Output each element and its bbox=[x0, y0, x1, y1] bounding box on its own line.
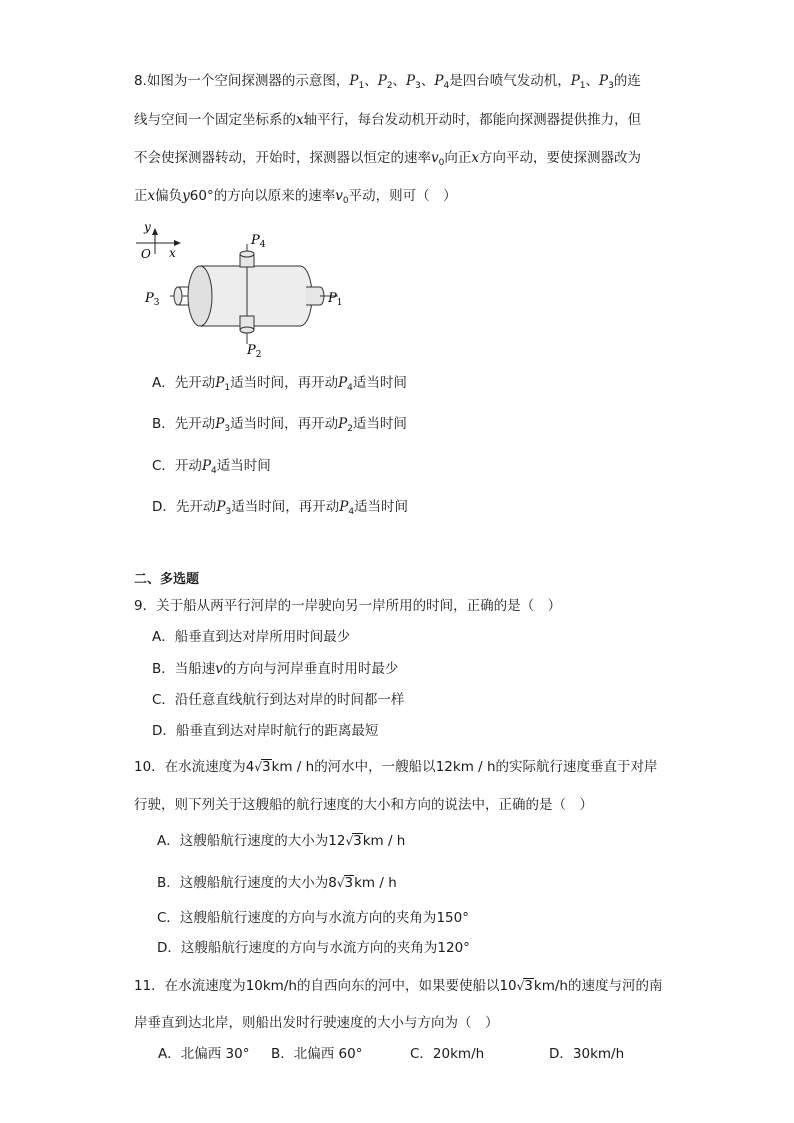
q8-option-d: D．先开动$P_3$适当时间，再开动$P_4$适当时间 bbox=[152, 499, 409, 517]
q11-option-b: B．北偏西 60° bbox=[271, 1046, 363, 1062]
space-probe-diagram bbox=[130, 214, 370, 364]
q11-option-a: A．北偏西 30° bbox=[158, 1046, 250, 1062]
q8-line-3: 不会使探测器转动，开始时，探测器以恒定的速率$v_0$向正x方向平动，要使探测器改为 bbox=[134, 150, 641, 168]
q9-option-b: B．当船速v的方向与河岸垂直时用时最少 bbox=[152, 661, 399, 677]
q11-line-1: 11．在水流速度为10km/h的自西向东的河中，如果要使船以10√3km/h的速度与河的南 bbox=[134, 978, 663, 994]
q10-option-b: B．这艘船航行速度的大小为8√3km / h bbox=[157, 875, 397, 891]
p3-label: $P_3$ bbox=[145, 291, 160, 308]
q9-option-a: A．船垂直到达对岸所用时间最少 bbox=[152, 629, 351, 645]
q10-option-a: A．这艘船航行速度的大小为12√3km / h bbox=[157, 833, 406, 849]
q11-option-d: D．30km/h bbox=[549, 1046, 625, 1062]
q8-option-c: C．开动$P_4$适当时间 bbox=[152, 458, 271, 476]
q9-stem: 9．关于船从两平行河岸的一岸驶向另一岸所用的时间，正确的是（ ） bbox=[134, 598, 562, 614]
q8-line-2: 线与空间一个固定坐标系的x轴平行，每台发动机开动时，都能向探测器提供推力，但 bbox=[134, 112, 642, 128]
q9-option-d: D．船垂直到达对岸时航行的距离最短 bbox=[152, 723, 379, 739]
p2-label: $P_2$ bbox=[247, 343, 262, 360]
q10-line-2: 行驶，则下列关于这艘船的航行速度的大小和方向的说法中，正确的是（ ） bbox=[134, 797, 593, 813]
q8-line-4: 正x偏负y60°的方向以原来的速率$v_0$平动，则可（ ） bbox=[134, 188, 457, 206]
x-axis-label: x bbox=[169, 246, 176, 260]
q8-option-a: A．先开动$P_1$适当时间，再开动$P_4$适当时间 bbox=[152, 375, 407, 393]
q10-option-c: C．这艘船航行速度的方向与水流方向的夹角为150° bbox=[157, 910, 469, 926]
p4-label: $P_4$ bbox=[251, 233, 266, 250]
y-axis-label: y bbox=[144, 220, 151, 234]
q9-option-c: C．沿任意直线航行到达对岸的时间都一样 bbox=[152, 692, 405, 708]
q8-line-1: 8.如图为一个空间探测器的示意图，$P_1$、$P_2$、$P_3$、$P_4$是四台喷气发动机，$P_1$、$P_3$的连 bbox=[134, 73, 641, 91]
section-title: 二、多选题 bbox=[134, 572, 200, 587]
p1-label: $P_1$ bbox=[328, 291, 343, 308]
origin-label: O bbox=[141, 247, 151, 261]
q11-option-c: C．20km/h bbox=[410, 1046, 485, 1062]
y-arrow bbox=[152, 228, 158, 235]
q8-option-b: B．先开动$P_3$适当时间，再开动$P_2$适当时间 bbox=[152, 416, 407, 434]
q11-line-2: 岸垂直到达北岸，则船出发时行驶速度的大小与方向为（ ） bbox=[134, 1015, 499, 1031]
q10-line-1: 10．在水流速度为4√3km / h的河水中，一艘船以12km / h的实际航行速度垂直于对岸 bbox=[134, 759, 658, 775]
q10-option-d: D．这艘船航行速度的方向与水流方向的夹角为120° bbox=[157, 940, 470, 956]
